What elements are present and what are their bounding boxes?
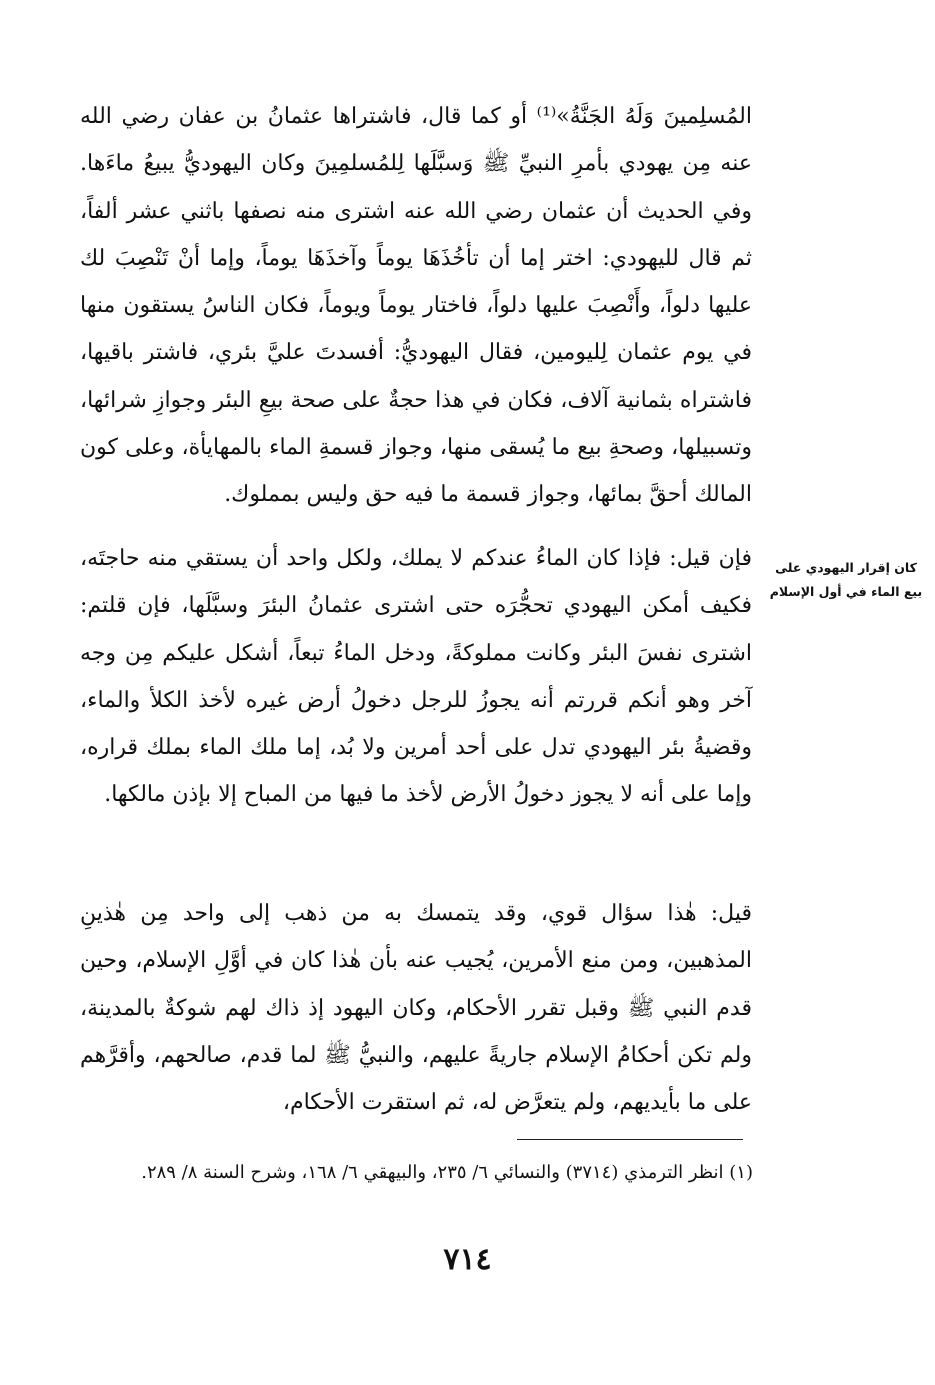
body-paragraph-3 [80, 890, 752, 1126]
paragraph-text: المُسلِمينَ وَلَهُ الجَنَّةُ»⁽¹⁾ أو كما قال، فاشتراها عثمانُ بن عفان رضي الله عنه مِن يهودي بأمرِ النبيِّ ﷺ وَسبَّلَها لِلمُسلمِينَ وكان اليهوديُّ يبيعُ ماءَها. وفي الحديث أن عثمان رضي الله عنه اشترى منه نصفها باثني عشر ألفاً، ثم قال لليهودي: اختر إما أن تأخُذَهَا يوماً وآخذَهَا يوماً، وإما أنْ تَنْصِبَ لك عليها دلواً، وأَنْصِبَ عليها دلواً، فاختار يوماً ويوماً، فكان الناسُ يستقون منها في يوم عثمان لِليومين، فقال اليهوديُّ: أفسدتَ عليَّ بئري، فاشتر باقيها، فاشتراه بثمانية آلاف، فكان في هذا حجةٌ على صحة بيعِ البئر وجوازِ شرائها، وتسبيلها، وصحةِ بيع ما يُسقى منها، وجواز قسمةِ الماء بالمهايأة، وعلى كون المالك أحقَّ بمائها، وجواز قسمة ما فيه حق وليس بمملوك. [80, 104, 752, 508]
margin-note [760, 556, 932, 604]
margin-note-line-2: بيع الماء في أول الإسلام [769, 584, 923, 599]
paragraph-text: فإن قيل: فإذا كان الماءُ عندكم لا يملك، ولكل واحد أن يستقي منه حاجتَه، فكيف أمكن اليهودي تحجُّرَه حتى اشترى عثمانُ البئرَ وسبَّلَها، فإن قلتم: اشترى نفسَ البئر وكانت مملوكةً، ودخل الماءُ تبعاً، أشكل عليكم مِن وجه آخر وهو أنكم قررتم أنه يجوزُ للرجل دخولُ أرض غيره لأخذ الكلأ والماء، وقضيةُ بئر اليهودي تدل على أحد أمرين ولا بُد، إما ملك الماء بملك قراره، وإما على أنه لا يجوز دخولُ الأرض لأخذ ما فيها من المباح إلا بإذن مالكها. [80, 546, 752, 808]
body-paragraph-2 [80, 535, 752, 819]
footnote-text: (١) انظر الترمذي (٣٧١٤) والنسائي ٦/ ٢٣٥، والبيهقي ٦/ ١٦٨، وشرح السنة ٨/ ٢٨٩. [141, 1162, 753, 1183]
margin-note-line-1: كان إقرار اليهودي على [775, 560, 917, 575]
body-paragraph-1 [80, 93, 752, 519]
footnote-separator [517, 1139, 743, 1140]
page-number: ٧١٤ [443, 1242, 492, 1277]
footnote [68, 1156, 753, 1190]
paragraph-text: قيل: هٰذا سؤال قوي، وقد يتمسك به من ذهب إلى واحد مِن هٰذينِ المذهبين، ومن منع الأمرين، يُجيب عنه بأن هٰذا كان في أوَّلِ الإسلام، وحين قدم النبي ﷺ وقبل تقرر الأحكام، وكان اليهود إذ ذاك لهم شوكةٌ بالمدينة، ولم تكن أحكامُ الإسلام جاريةً عليهم، والنبيُّ ﷺ لما قدم، صالحهم، وأقرَّهم على ما بأيديهم، ولم يتعرَّض له، ثم استقرت الأحكام، [80, 901, 752, 1116]
